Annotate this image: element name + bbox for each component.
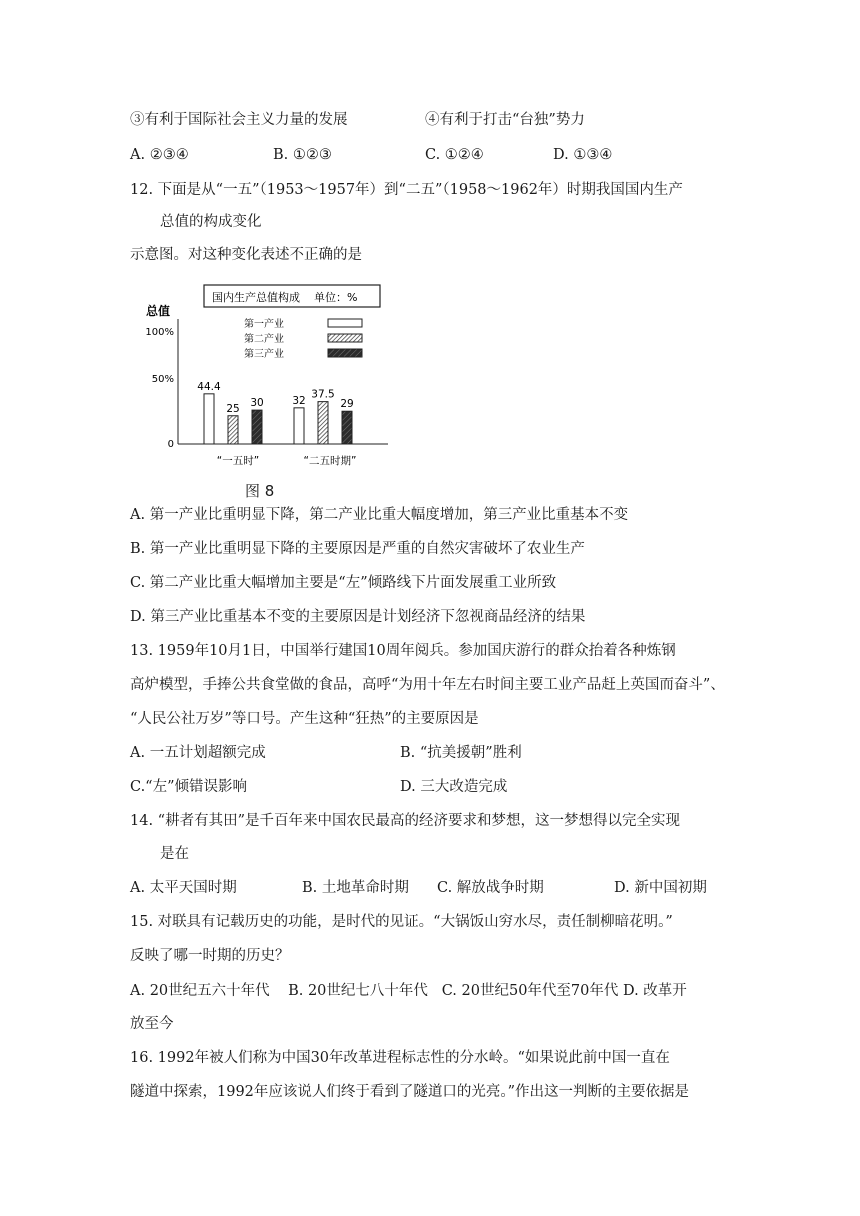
q15-options: A. 20世纪五六十年代 B. 20世纪七八十年代 C. 20世纪50年代至70年代 D. 改革开 — [130, 983, 687, 999]
data-label-series3-cat1: 30 — [250, 397, 264, 410]
legend-swatch-series3 — [328, 349, 362, 357]
q16-line-1: 16. 1992年被人们称为中国30年改革进程标志性的分水岭。“如果说此前中国一直在 — [130, 1050, 670, 1066]
bar-series2-cat2 — [318, 402, 328, 444]
bar-series1-cat2 — [294, 408, 304, 444]
x-category-label-1: “一五时” — [216, 455, 260, 467]
q11-option-d: D. ①③④ — [553, 147, 613, 163]
q13-line-2: 高炉模型，手捧公共食堂做的食品，高呼“为用十年左右时间主要工业产品赶上英国而奋斗”、 — [130, 677, 725, 693]
q14-line-2: 是在 — [160, 846, 189, 862]
q13-option-d: D. 三大改造完成 — [400, 779, 508, 795]
data-label-series3-cat2: 29 — [340, 398, 354, 411]
q15-options-continued: 放至今 — [130, 1016, 174, 1032]
q12-stem-line-1: 12. 下面是从“一五”（1953～1957年）到“二五”（1958～1962年）时期我国国内生产 — [130, 182, 683, 198]
data-label-series2-cat2: 37.5 — [311, 388, 335, 401]
q16-line-2: 隧道中探索，1992年应该说人们终于看到了隧道口的光亮。”作出这一判断的主要依据是 — [130, 1084, 690, 1100]
y-tick-label-100: 100% — [145, 327, 174, 338]
legend-swatch-series2 — [328, 334, 362, 342]
q12-option-d: D. 第三产业比重基本不变的主要原因是计划经济下忽视商品经济的结果 — [130, 609, 586, 625]
q13-option-c: C.“左”倾错误影响 — [130, 779, 248, 795]
q14-option-b: B. 土地革命时期 — [302, 880, 409, 896]
q13-option-a: A. 一五计划超额完成 — [130, 745, 266, 761]
legend-label-series3: 第三产业 — [244, 349, 284, 360]
q14-line-1: 14. “耕者有其田”是千百年来中国农民最高的经济要求和梦想，这一梦想得以完全实现 — [130, 813, 680, 829]
q11-option-c: C. ①②④ — [425, 147, 484, 163]
q13-line-1: 13. 1959年10月1日，中国举行建国10周年阅兵。参加国庆游行的群众抬着各种炼钢 — [130, 643, 676, 659]
q12-option-a: A. 第一产业比重明显下降，第二产业比重大幅度增加，第三产业比重基本不变 — [130, 507, 629, 523]
q11-option-b: B. ①②③ — [273, 147, 332, 163]
q12-stem-line-2: 总值的构成变化 — [160, 214, 262, 230]
q14-option-d: D. 新中国初期 — [614, 880, 707, 896]
q12-option-c: C. 第二产业比重大幅增加主要是“左”倾路线下片面发展重工业所致 — [130, 575, 557, 591]
chart-title: 国内生产总值构成 — [212, 291, 300, 304]
q12-stem-line-3: 示意图。对这种变化表述不正确的是 — [130, 247, 362, 263]
legend-swatch-series1 — [328, 319, 362, 327]
y-tick-label-0: 0 — [167, 439, 174, 450]
q11-statement-3: ③有利于国际社会主义力量的发展 — [130, 112, 348, 128]
q11-option-a: A. ②③④ — [130, 147, 189, 163]
q15-line-2: 反映了哪一时期的历史？ — [130, 948, 290, 964]
q11-statement-4: ④有利于打击“台独”势力 — [425, 112, 585, 128]
bar-series1-cat1 — [204, 394, 214, 444]
chart-unit-label: 单位：% — [314, 291, 358, 304]
bar-series2-cat1 — [228, 416, 238, 444]
y-axis-label: 总值 — [146, 304, 171, 318]
q13-line-3: “人民公社万岁”等口号。产生这种“狂热”的主要原因是 — [130, 711, 479, 727]
q13-option-b: B. “抗美援朝”胜利 — [400, 745, 522, 761]
q15-line-1: 15. 对联具有记载历史的功能，是时代的见证。“大锅饭山穷水尽，责任制柳暗花明。” — [130, 914, 673, 930]
legend-label-series2: 第二产业 — [244, 334, 284, 345]
gdp-composition-chart — [140, 283, 400, 473]
q12-option-b: B. 第一产业比重明显下降的主要原因是严重的自然灾害破坏了农业生产 — [130, 541, 585, 557]
x-category-label-2: “二五时期” — [303, 455, 357, 467]
legend-label-series1: 第一产业 — [244, 319, 284, 330]
data-label-series1-cat2: 32 — [292, 394, 306, 407]
q14-option-a: A. 太平天国时期 — [130, 880, 237, 896]
bar-series3-cat1 — [252, 410, 262, 444]
data-label-series2-cat1: 25 — [226, 402, 240, 415]
bar-series3-cat2 — [342, 411, 352, 444]
data-label-series1-cat1: 44.4 — [197, 380, 221, 393]
q14-option-c: C. 解放战争时期 — [437, 880, 544, 896]
y-tick-label-50: 50% — [151, 374, 174, 385]
figure-caption: 图 8 — [245, 482, 275, 500]
